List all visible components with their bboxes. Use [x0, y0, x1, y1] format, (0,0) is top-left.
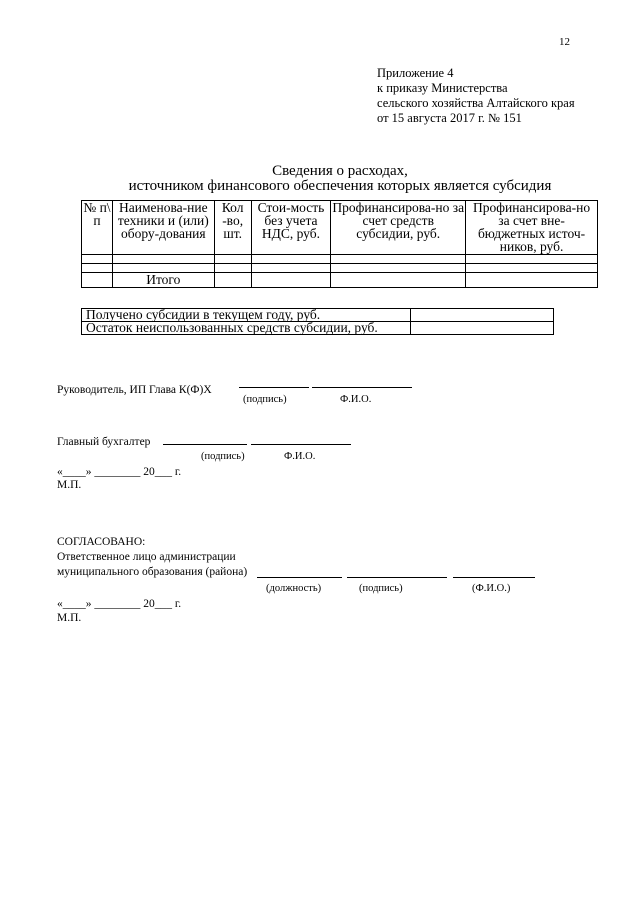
- remainder-value: [410, 322, 553, 335]
- head-signature-caption: (подпись): [243, 394, 287, 405]
- total-label: Итого: [112, 273, 214, 288]
- received-label: Получено субсидии в текущем году, руб.: [82, 309, 411, 322]
- approval-line-1: Ответственное лицо администрации: [57, 551, 236, 563]
- appendix-line-4: от 15 августа 2017 г. № 151: [377, 111, 522, 125]
- accountant-label: Главный бухгалтер: [57, 436, 151, 448]
- approval-seal-label: М.П.: [57, 612, 82, 624]
- seal-label: М.П.: [57, 479, 82, 491]
- accountant-name-line: [251, 444, 351, 445]
- expenses-table: [81, 200, 598, 288]
- remainder-label: Остаток неиспользованных средств субсидии, руб.: [82, 322, 411, 335]
- position-line: [257, 577, 342, 578]
- head-signature-line: [239, 387, 309, 388]
- title-line-1: Сведения о расходах,: [272, 163, 408, 179]
- approval-signature-line: [347, 577, 447, 578]
- header-cost: Стои-мость без учета НДС, руб.: [251, 201, 331, 255]
- accountant-signature-caption: (подпись): [201, 451, 245, 462]
- summary-row: [82, 322, 554, 335]
- accountant-signature-line: [163, 444, 247, 445]
- date-line: «____» ________ 20___ г.: [57, 466, 182, 478]
- appendix-line-1: Приложение 4: [377, 66, 454, 80]
- page-number: 12: [559, 36, 570, 48]
- position-caption: (должность): [266, 583, 322, 594]
- approval-line-2: муниципального образования (района): [57, 566, 248, 578]
- document-title: [0, 164, 640, 194]
- table-total-row: [82, 273, 598, 288]
- header-number: № п\ п: [82, 201, 113, 255]
- received-value: [410, 309, 553, 322]
- approval-name-line: [453, 577, 535, 578]
- head-label: Руководитель, ИП Глава К(Ф)Х: [57, 384, 212, 396]
- head-name-caption: Ф.И.О.: [340, 394, 372, 405]
- head-name-line: [312, 387, 412, 388]
- header-quantity: Кол -во, шт.: [214, 201, 251, 255]
- header-extrabudget: Профинансирова-но за счет вне-бюджетных источ-ников, руб.: [466, 201, 598, 255]
- approval-name-caption: (Ф.И.О.): [472, 583, 511, 594]
- approval-heading: СОГЛАСОВАНО:: [57, 536, 146, 548]
- appendix-line-3: сельского хозяйства Алтайского края: [377, 96, 575, 110]
- header-name: Наименова-ние техники и (или) обору-дования: [112, 201, 214, 255]
- summary-table: [81, 308, 554, 335]
- title-line-2: источником финансового обеспечения которых является субсидия: [128, 178, 552, 194]
- header-subsidy: Профинансирова-но за счет средств субсидии, руб.: [331, 201, 466, 255]
- approval-date-line: «____» ________ 20___ г.: [57, 598, 182, 610]
- approval-signature-caption: (подпись): [359, 583, 403, 594]
- table-row: [82, 255, 598, 264]
- appendix-line-2: к приказу Министерства: [377, 81, 508, 95]
- table-header-row: [82, 201, 598, 255]
- appendix-block: [377, 66, 575, 126]
- accountant-name-caption: Ф.И.О.: [284, 451, 316, 462]
